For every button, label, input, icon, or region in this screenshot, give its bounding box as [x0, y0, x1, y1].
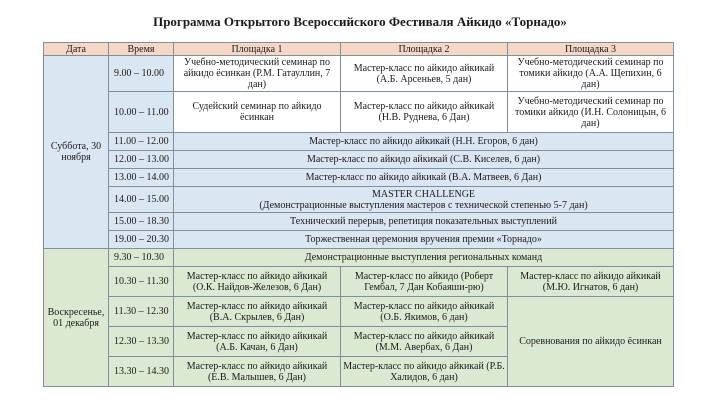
venue-3-cell: Учебно-методический семинар по томики айкидо (А.А. Щепихин, 6 дан)	[508, 56, 674, 92]
time-cell: 19.00 – 20.30	[109, 231, 174, 249]
venue-3-cell: Мастер-класс по айкидо айкикай (М.Ю. Игнатов, 6 дан)	[508, 267, 674, 297]
time-cell: 13.00 – 14.00	[109, 169, 174, 187]
venue-1-cell: Мастер-класс по айкидо айкикай (В.А. Скрылев, 6 Дан)	[174, 297, 341, 327]
date-sunday: Воскресенье, 01 декабря	[44, 249, 109, 387]
time-cell: 9.30 – 10.30	[109, 249, 174, 267]
venue-1-cell: Мастер-класс по айкидо айкикай (О.К. Найдов-Железов, 6 Дан)	[174, 267, 341, 297]
venue-1-cell: Учебно-методический семинар по айкидо ёсинкан (Р.М. Гатауллин, 7 дан)	[174, 56, 341, 92]
venue-1-cell: Мастер-класс по айкидо айкикай (А.Б. Качан, 6 Дан)	[174, 327, 341, 357]
time-cell: 12.30 – 13.30	[109, 327, 174, 357]
time-cell: 15.00 – 18.30	[109, 213, 174, 231]
time-cell: 14.00 – 15.00	[109, 187, 174, 213]
time-cell: 12.00 – 13.00	[109, 151, 174, 169]
venue-2-cell: Мастер-класс по айкидо айкикай (О.Б. Якимов, 6 дан)	[341, 297, 508, 327]
table-row	[44, 187, 674, 213]
header-venue-2: Площадка 2	[341, 43, 508, 56]
time-cell: 13.30 – 14.30	[109, 357, 174, 387]
venue-1-cell: Мастер-класс по айкидо айкикай (Е.В. Малышев, 6 Дан)	[174, 357, 341, 387]
session-cell: MASTER CHALLENGE (Демонстрационные выступления мастеров с технической степенью 5-7 дан)	[174, 187, 674, 213]
venue-3-cell: Учебно-методический семинар по томики айкидо (И.Н. Солоницын, 6 дан)	[508, 92, 674, 133]
competition-cell: Соревнования по айкидо ёсинкан	[508, 297, 674, 387]
table-row	[44, 169, 674, 187]
session-cell: Мастер-класс по айкидо айкикай (Н.Н. Егоров, 6 дан)	[174, 133, 674, 151]
table-row	[44, 56, 674, 92]
session-cell: Торжественная церемония вручения премии «Торнадо»	[174, 231, 674, 249]
table-row	[44, 92, 674, 133]
venue-2-cell: Мастер-класс по айкидо айкикай (Н.В. Руднева, 6 Дан)	[341, 92, 508, 133]
table-row	[44, 249, 674, 267]
header-venue-3: Площадка 3	[508, 43, 674, 56]
venue-1-cell: Судейский семинар по айкидо ёсинкан	[174, 92, 341, 133]
header-date: Дата	[44, 43, 109, 56]
venue-2-cell: Мастер-класс по айкидо айкикай (М.М. Авербах, 6 Дан)	[341, 327, 508, 357]
time-cell: 10.00 – 11.00	[109, 92, 174, 133]
table-row	[44, 151, 674, 169]
session-cell: Демонстрационные выступления региональных команд	[174, 249, 674, 267]
table-row	[44, 213, 674, 231]
header-venue-1: Площадка 1	[174, 43, 341, 56]
table-row	[44, 231, 674, 249]
table-row	[44, 133, 674, 151]
date-saturday: Суббота, 30 ноября	[44, 56, 109, 249]
table-row	[44, 297, 674, 327]
time-cell: 9.00 – 10.00	[109, 56, 174, 92]
session-cell: Мастер-класс по айкидо айкикай (В.А. Матвеев, 6 Дан)	[174, 169, 674, 187]
time-cell: 11.00 – 12.00	[109, 133, 174, 151]
program-table	[43, 42, 674, 387]
venue-2-cell: Мастер-класс по айкидо (Роберт Гембал, 7 Дан Кобаяши-рю)	[341, 267, 508, 297]
header-row	[44, 43, 674, 56]
header-time: Время	[109, 43, 174, 56]
time-cell: 10.30 – 11.30	[109, 267, 174, 297]
venue-2-cell: Мастер-класс по айкидо айкикай (А.Б. Арсеньев, 5 дан)	[341, 56, 508, 92]
time-cell: 11.30 – 12.30	[109, 297, 174, 327]
venue-2-cell: Мастер-класс по айкидо айкикай (Р.Б. Халидов, 6 дан)	[341, 357, 508, 387]
page-title: Программа Открытого Всероссийского Фестиваля Айкидо «Торнадо»	[153, 14, 567, 29]
table-row	[44, 267, 674, 297]
session-cell: Технический перерыв, репетиция показательных выступлений	[174, 213, 674, 231]
session-cell: Мастер-класс по айкидо айкикай (С.В. Киселев, 6 дан)	[174, 151, 674, 169]
